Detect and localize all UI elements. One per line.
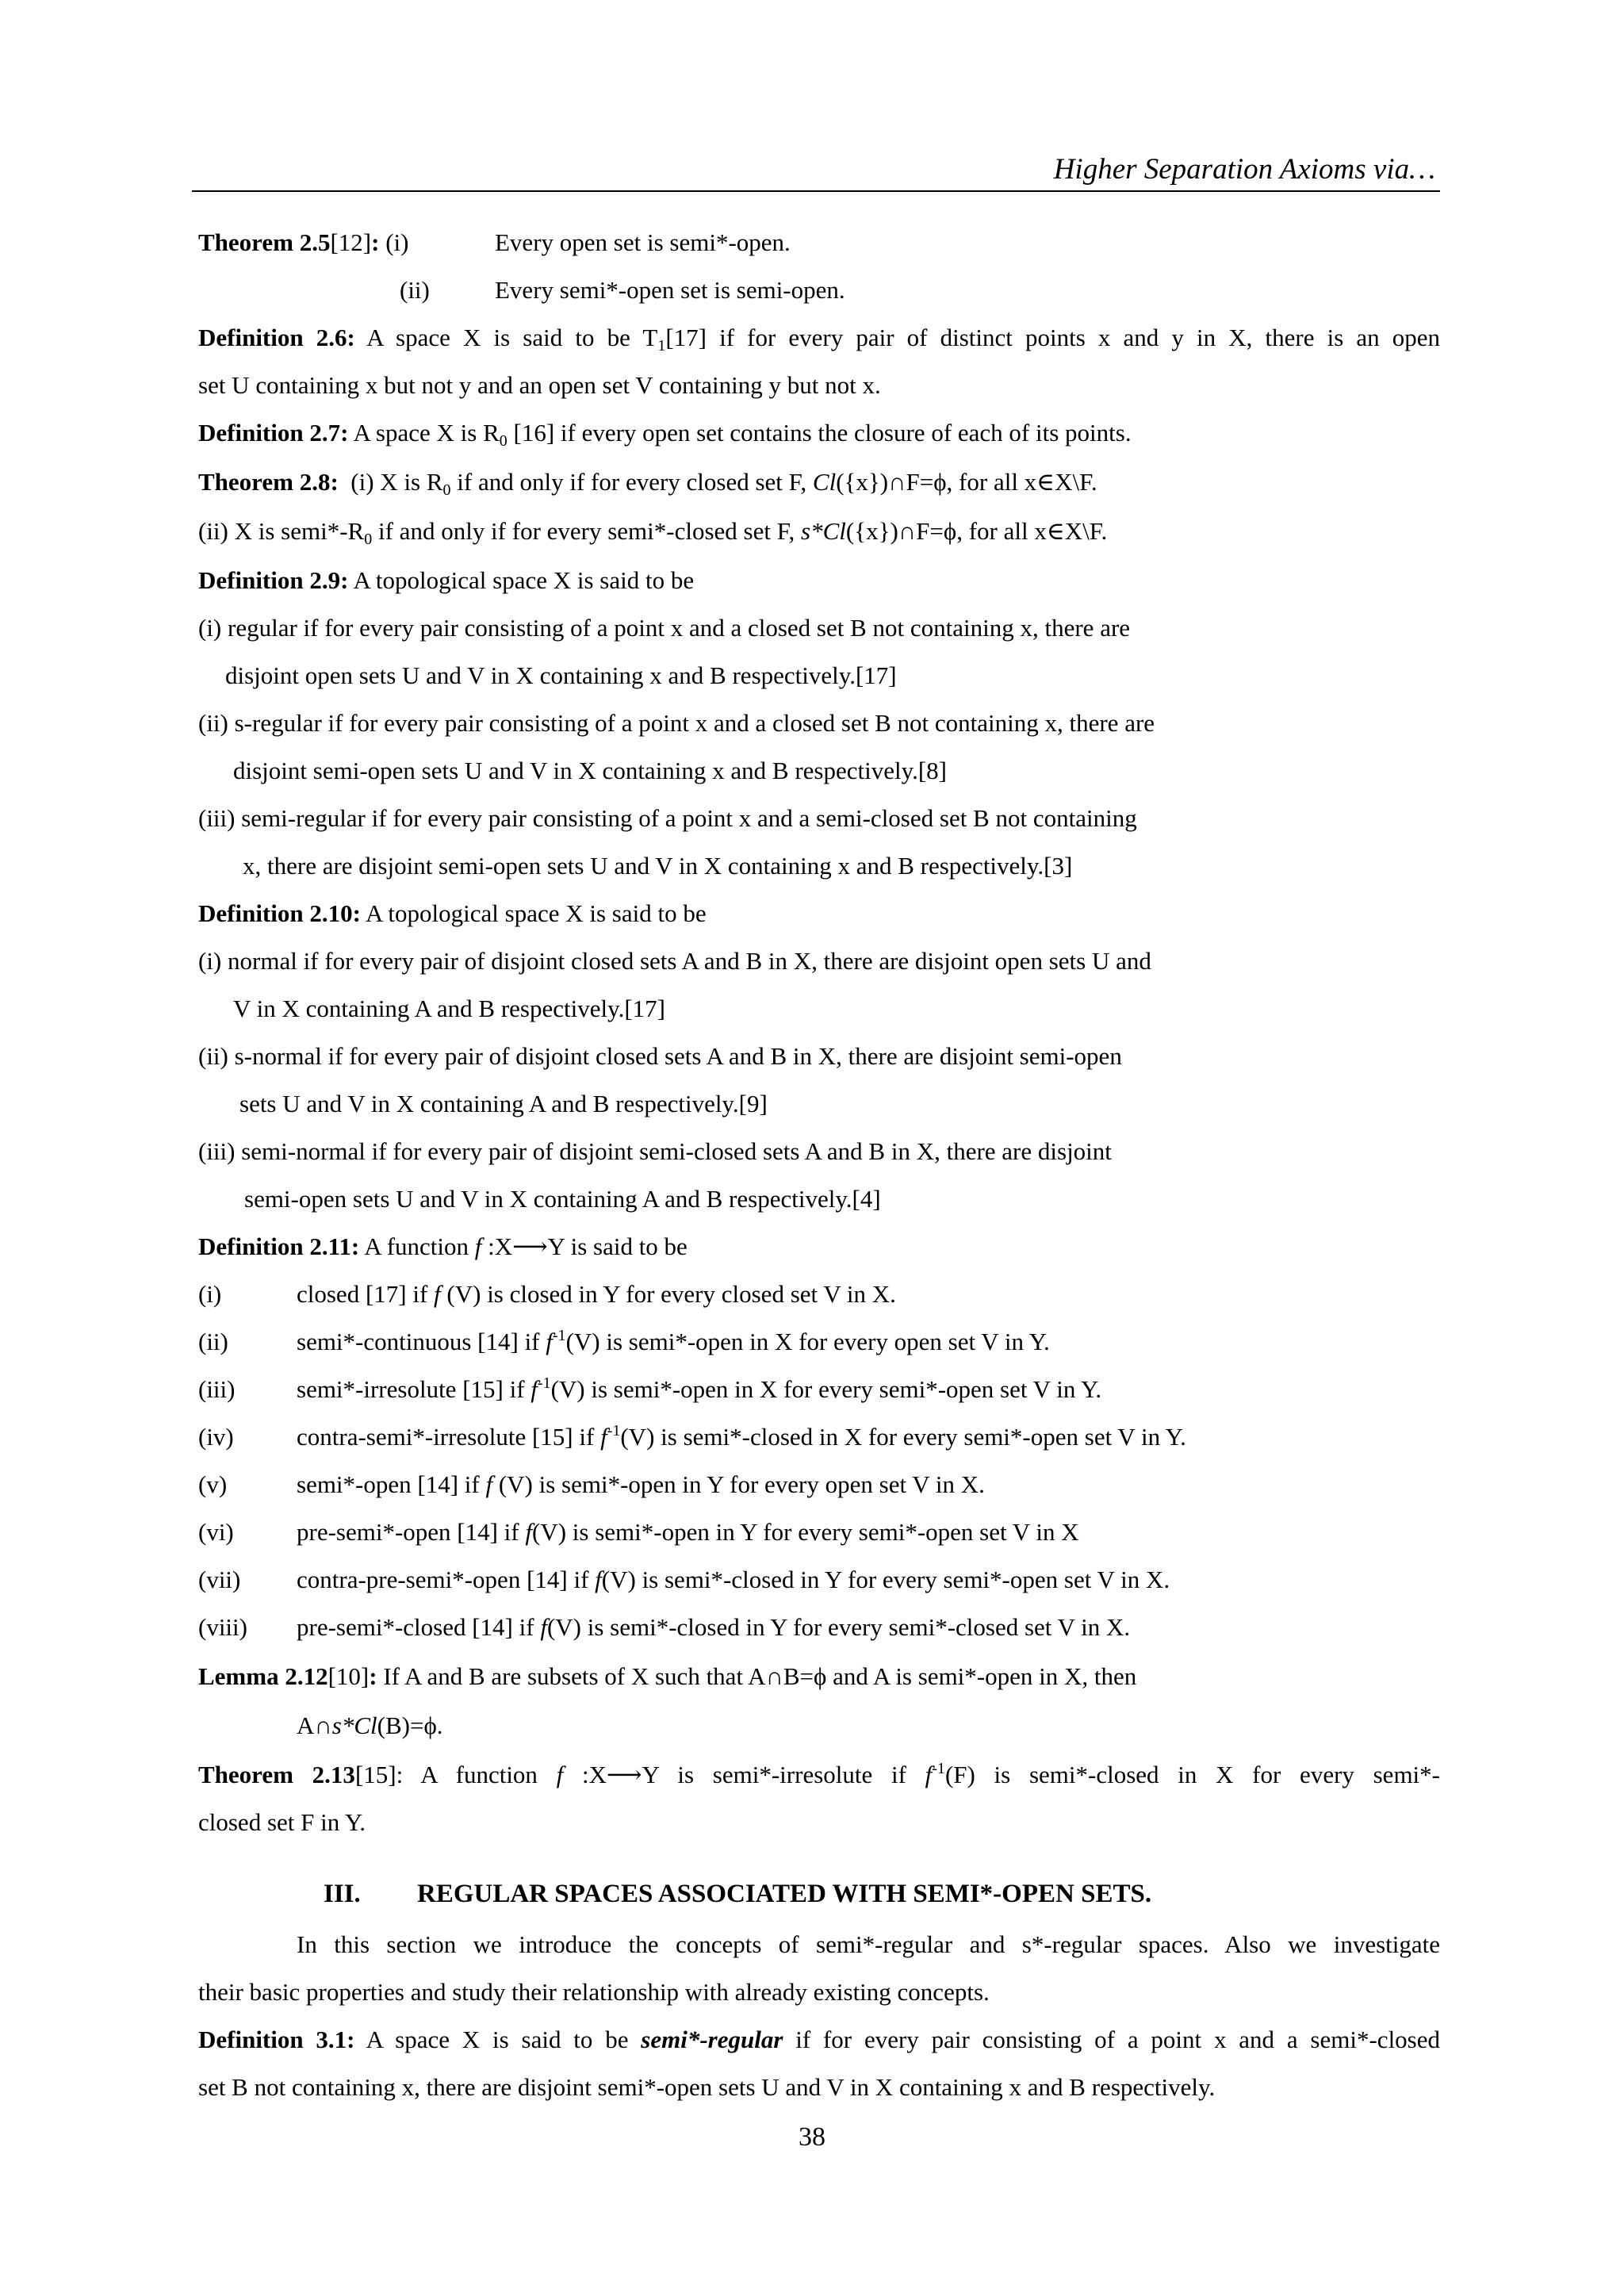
definition-2-9-iii: (iii) semi-regular if for every pair consisting of a point x and a semi-closed set B not containing (198, 804, 1137, 832)
theorem-label: Theorem 2.8: (198, 468, 339, 496)
section-number: III. (324, 1880, 361, 1908)
definition-label: Definition 2.7: (198, 419, 349, 447)
definition-2-10-ii: (ii) s-normal if for every pair of disjoint closed sets A and B in X, there are disjoint semi-open (198, 1042, 1122, 1070)
lemma-label: Lemma 2.12 (198, 1662, 328, 1690)
page: Higher Separation Axioms via… Theorem 2.5[12]: (i) Every open set is semi*-open. (ii) Every semi*-open set is semi-open. Definition 2.6: A space X is said to be $T_1[17]$ if for every pair of distinct points x and y in X, there is an open set U containing x but not y and an open set V containing y but not x. Definition 2.7: A space X is $R_0$ [16] if every open set contains the closure of each of its points. Theorem 2.8: (i) X is $R_0$ if and only if for every closed set F, Cl({x})∩F=ϕ, for all x∈X\F. (ii) X is $semi*-R_0$ if and only if for every semi*-closed set F, s*Cl({x})∩F=ϕ, for all x∈X\F. Definition 2.9: A topological space X is said to be (i) regular if for every pair consisting of a point x and a closed set B not containing x, there are disjoint open sets U and V in X containing x and B respectively.[17] (ii) s-regular if for every pair consisting of a point x and a closed set B not containing x, there are disjoint semi-open sets U and V in X containing x and B respectively.[8] (iii) semi-regular if for every pair consisting of a point x and a semi-closed set B not containing x, there are disjoint semi-open sets U and V in X containing x and B respectively.[3] Definition 2.10: A topological space X is said to be (i) normal if for every pair of disjoint closed sets A and B in X, there are disjoint open sets U and V in X containing A and B respectively.[17] (ii) s-normal if for every pair of disjoint closed sets A and B in X, there are disjoint semi-open sets U and V in X containing A and B respectively.[9] (iii) semi-normal if for every pair of disjoint semi-closed sets A and B in X, there are disjoint semi-open sets U and V in X containing A and B respectively.[4] Definition 2.11: A function f :X⟶Y is said to be (i) closed [17] if f (V) is closed in Y for every closed set V in X. (ii) semi*-continuous [14] if $f^{-1}(V)$ is semi*-open in X for every open set V in Y. (iii) semi*-irresolute [15] if $f^{-1}(V)$ is semi*-open in X for every semi*-open set V in Y. (iv) contra-semi*-irresolute [15] if $f^{-1}(V)$ is semi*-closed in X for every semi*-open set V in Y. (v) semi*-open [14] if f (V) is semi*-open in Y for every open set V in X. (vi) pre-semi*-open [14] if f(V) is semi*-open in Y for every semi*-open set V in X (vii) contra-pre-semi*-open [14] if f(V) is semi*-closed in Y for every semi*-open set V in X. (viii) pre-semi*-closed [14] if f(V) is semi*-closed in Y for every semi*-closed set V in X. Lemma 2.12[10]: If A and B are subsets of X such that A∩B=ϕ and A is semi*-open in X, then A∩s*Cl(B)=ϕ. Theorem 2.13[15]: A function f :X⟶Y is semi*-irresolute if $f^{-1}(F)$ is semi*-closed in X for every semi*- closed set F in Y. III. REGULAR SPACES ASSOCIATED WITH SEMI*-OPEN SETS. In this section we introduce the concepts of semi*-regular and s*-regular spaces. Also we investigate their basic properties and study their relationship with already existing concepts. Definition 3.1: A space X is said to be semi*-regular if for every pair consisting of a point x and a semi*-closed set B not containing x, there are disjoint semi*-open sets U and V in X containing x and B respectively. 38 (0, 0, 1624, 2296)
definition-2-10-iii-cont: semi-open sets U and V in X containing A and B respectively.[4] (244, 1185, 881, 1213)
definition-2-7: Definition 2.7: A space X is $R_0$ [16] if every open set contains the closure of each of its points. (198, 419, 1132, 450)
definition-2-9-i: (i) regular if for every pair consisting of a point x and a closed set B not containing x, there are (198, 614, 1131, 642)
definition-label: Definition 2.9: (198, 566, 349, 594)
definition-2-9-ii-cont: disjoint semi-open sets U and V in X containing x and B respectively.[8] (233, 757, 947, 784)
header-rule (192, 190, 1440, 192)
definition-2-10-iii: (iii) semi-normal if for every pair of disjoint semi-closed sets A and B in X, there are disjoint (198, 1137, 1112, 1165)
theorem-label: Theorem 2.5 (198, 228, 331, 256)
definition-2-10-i: (i) normal if for every pair of disjoint closed sets A and B in X, there are disjoint open sets U and (198, 947, 1151, 975)
theorem-2-13: Theorem 2.13[15]: A function f :X⟶Y is semi*-irresolute if $f^{-1}(F)$ is semi*-closed in X for every semi*- (198, 1760, 1440, 1788)
theorem-item-text: Every open set is semi*-open. (495, 228, 791, 256)
section-title: REGULAR SPACES ASSOCIATED WITH SEMI*-OPEN SETS. (417, 1880, 1152, 1908)
definition-3-1: Definition 3.1: A space X is said to be semi*-regular if for every pair consisting of a point x and a semi*-closed (198, 2026, 1441, 2053)
definition-2-10: Definition 2.10: A topological space X is said to be (198, 899, 707, 927)
lemma-2-12: Lemma 2.12[10]: If A and B are subsets of X such that A∩B=ϕ and A is semi*-open in X, then (198, 1662, 1137, 1690)
definition-2-6-cont: set U containing x but not y and an open set V containing y but not x. (198, 371, 881, 399)
definition-label: Definition 2.10: (198, 899, 361, 927)
definition-2-9-ii: (ii) s-regular if for every pair consisting of a point x and a closed set B not containing x, there are (198, 709, 1155, 737)
definition-label: Definition 2.11: (198, 1232, 360, 1260)
theorem-2-8: Theorem 2.8: (i) X is $R_0$ if and only if for every closed set F, Cl({x})∩F=ϕ, for all x∈X\F. (198, 468, 1097, 499)
definition-2-6: Definition 2.6: A space X is said to be $T_1[17]$ if for every pair of distinct points x and y in X, there is an open (198, 324, 1441, 355)
definition-2-9-iii-cont: x, there are disjoint semi-open sets U and V in X containing x and B respectively.[3] (243, 852, 1073, 880)
definition-label: Definition 2.6: (198, 324, 355, 351)
definition-3-1-cont: set B not containing x, there are disjoint semi*-open sets U and V in X containing x and B respectively. (198, 2073, 1216, 2101)
lemma-2-12-cont: A∩s*Cl(B)=ϕ. (297, 1711, 443, 1739)
section-3-paragraph: In this section we introduce the concepts of semi*-regular and s*-regular spaces. Also we investigate (297, 1930, 1440, 1958)
definition-2-9-i-cont: disjoint open sets U and V in X containing x and B respectively.[17] (225, 661, 897, 689)
running-head: Higher Separation Axioms via… (1053, 153, 1435, 186)
definition-2-10-i-cont: V in X containing A and B respectively.[17] (233, 995, 665, 1022)
definition-2-11: Definition 2.11: A function f :X⟶Y is said to be (198, 1232, 688, 1260)
definition-2-9: Definition 2.9: A topological space X is said to be (198, 566, 695, 594)
definition-label: Definition 3.1: (198, 2026, 355, 2053)
theorem-label: Theorem 2.13 (198, 1761, 355, 1788)
theorem-2-8-ii: (ii) X is $semi*-R_0$ if and only if for every semi*-closed set F, s*Cl({x})∩F=ϕ, for all x∈X\F. (198, 517, 1108, 548)
page-number: 38 (799, 2122, 825, 2152)
defined-term: semi*-regular (641, 2026, 783, 2053)
theorem-2-13-cont: closed set F in Y. (198, 1808, 366, 1836)
definition-2-10-ii-cont: sets U and V in X containing A and B respectively.[9] (239, 1090, 768, 1117)
section-3-paragraph-cont: their basic properties and study their relationship with already existing concepts. (198, 1978, 990, 2006)
